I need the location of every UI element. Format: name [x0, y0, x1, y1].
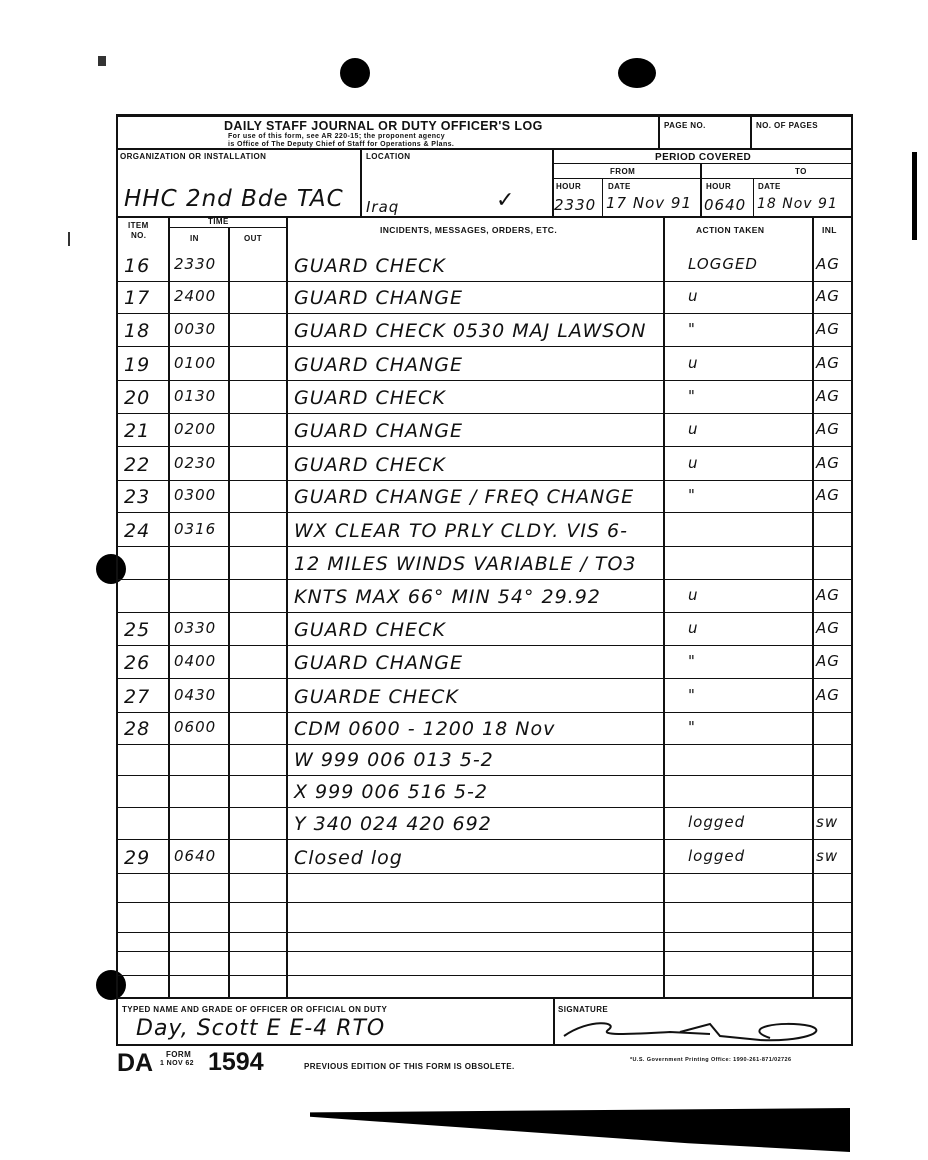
initials-cell: AG — [816, 686, 840, 704]
scan-mark-top-left — [98, 56, 106, 66]
table-row — [118, 713, 851, 745]
time-in-cell: 0430 — [174, 686, 217, 704]
action-taken-cell: " — [688, 320, 696, 338]
incident-text-cell: GUARD CHANGE — [294, 354, 463, 376]
from-hour-label: HOUR — [556, 182, 582, 191]
table-row — [118, 874, 851, 903]
header-rule-1 — [116, 148, 853, 150]
divider-page-no — [658, 116, 660, 150]
item-no-cell: 20 — [124, 387, 151, 409]
org-label: ORGANIZATION OR INSTALLATION — [120, 152, 267, 161]
table-row — [118, 414, 851, 447]
initials-cell: AG — [816, 255, 840, 273]
time-in-cell: 0316 — [174, 520, 217, 538]
scan-mark-right-edge — [912, 152, 917, 240]
footer-rule — [116, 997, 853, 999]
punch-hole-top-right — [618, 58, 656, 88]
action-taken-cell: LOGGED — [688, 255, 758, 273]
initials-cell: AG — [816, 387, 840, 405]
table-row — [118, 248, 851, 282]
initials-cell: AG — [816, 619, 840, 637]
organization-value: HHC 2nd Bde TAC — [124, 186, 344, 212]
form-border-right — [851, 114, 853, 1046]
form-subtitle-line2: is Office of The Deputy Chief of Staff for Operations & Plans. — [228, 141, 455, 148]
action-taken-cell: " — [688, 686, 696, 704]
incident-text-cell: GUARD CHANGE — [294, 420, 463, 442]
incident-text-cell: W 999 006 013 5-2 — [294, 749, 494, 771]
item-no-cell: 23 — [124, 486, 151, 508]
table-row — [118, 808, 851, 840]
table-row — [118, 447, 851, 481]
punch-hole-top-left — [340, 58, 370, 88]
item-no-cell: 28 — [124, 718, 151, 740]
initials-cell: sw — [816, 847, 839, 865]
action-taken-cell: " — [688, 652, 696, 670]
incident-text-cell: GUARD CHECK 0530 MAJ LAWSON — [294, 320, 647, 342]
incidents-label: INCIDENTS, MESSAGES, ORDERS, ETC. — [380, 225, 558, 235]
period-covered-label: PERIOD COVERED — [655, 152, 752, 163]
incident-text-cell: KNTS MAX 66° MIN 54° 29.92 — [294, 586, 601, 608]
item-no-cell: 19 — [124, 354, 151, 376]
from-hour-value: 2330 — [554, 196, 597, 214]
typed-name-label: TYPED NAME AND GRADE OF OFFICER OR OFFICIAL ON DUTY — [122, 1005, 388, 1014]
form-title: DAILY STAFF JOURNAL OR DUTY OFFICER'S LOG — [224, 119, 543, 133]
incident-text-cell: GUARD CHECK — [294, 387, 446, 409]
initials-cell: sw — [816, 813, 839, 831]
incident-text-cell: Closed log — [294, 847, 403, 869]
location-label: LOCATION — [366, 152, 411, 161]
time-in-cell: 0300 — [174, 486, 217, 504]
table-row — [118, 840, 851, 874]
table-row — [118, 381, 851, 414]
initials-cell: AG — [816, 354, 840, 372]
action-taken-cell: " — [688, 718, 696, 736]
action-taken-cell: " — [688, 387, 696, 405]
time-in-cell: 2330 — [174, 255, 217, 273]
item-no-cell: 16 — [124, 255, 151, 277]
incident-text-cell: 12 MILES WINDS VARIABLE / TO3 — [294, 553, 637, 575]
table-row — [118, 952, 851, 976]
gpo-note: *U.S. Government Printing Office: 1990-261-871/02726 — [630, 1057, 792, 1063]
table-row — [118, 547, 851, 580]
table-row — [118, 314, 851, 347]
table-row — [118, 613, 851, 646]
item-no-cell: 24 — [124, 520, 151, 542]
scan-bar-bottom — [310, 1108, 850, 1152]
to-label: TO — [795, 167, 807, 176]
to-hour-label: HOUR — [706, 182, 732, 191]
initials-cell: AG — [816, 586, 840, 604]
scan-mark-left-edge — [68, 232, 70, 246]
table-row — [118, 580, 851, 613]
table-row — [118, 933, 851, 952]
time-in-label: IN — [190, 234, 199, 243]
incident-text-cell: Y 340 024 420 692 — [294, 813, 492, 835]
action-taken-label: ACTION TAKEN — [696, 225, 765, 235]
incident-text-cell: WX CLEAR TO PRLY CLDY. VIS 6- — [294, 520, 628, 542]
table-row — [118, 481, 851, 513]
to-date-value: 18 Nov 91 — [757, 196, 838, 212]
table-row — [118, 776, 851, 808]
action-taken-cell: u — [688, 586, 699, 604]
item-no-cell: 29 — [124, 847, 151, 869]
form-border-top — [116, 114, 853, 117]
item-no-cell: 18 — [124, 320, 151, 342]
form-subtitle-line1: For use of this form, see AR 220-15; the proponent agency — [228, 133, 446, 140]
form-da-label: DA — [117, 1049, 154, 1077]
no-of-pages-label: NO. OF PAGES — [756, 121, 818, 130]
time-label: TIME — [208, 217, 229, 226]
divider-from-hour — [602, 178, 603, 218]
officer-name-grade: Day, Scott E E-4 RTO — [136, 1016, 386, 1041]
incident-text-cell: GUARD CHECK — [294, 454, 446, 476]
item-label-2: NO. — [131, 231, 147, 240]
table-row — [118, 679, 851, 713]
item-no-cell: 25 — [124, 619, 151, 641]
item-no-cell: 26 — [124, 652, 151, 674]
divider-location — [360, 148, 362, 218]
incident-text-cell: GUARD CHANGE — [294, 652, 463, 674]
inl-label: INL — [822, 225, 837, 235]
divider-to-hour — [753, 178, 754, 218]
item-no-cell: 22 — [124, 454, 151, 476]
action-taken-cell: u — [688, 454, 699, 472]
initials-cell: AG — [816, 454, 840, 472]
action-taken-cell: u — [688, 354, 699, 372]
to-date-label: DATE — [758, 182, 781, 191]
incident-text-cell: GUARDE CHECK — [294, 686, 459, 708]
from-date-label: DATE — [608, 182, 631, 191]
time-in-cell: 0130 — [174, 387, 217, 405]
time-in-cell: 0640 — [174, 847, 217, 865]
incident-text-cell: GUARD CHECK — [294, 619, 446, 641]
item-label-1: ITEM — [128, 221, 149, 230]
time-in-cell: 0030 — [174, 320, 217, 338]
incident-text-cell: X 999 006 516 5-2 — [294, 781, 489, 803]
divider-from-to — [700, 163, 702, 218]
signature-label: SIGNATURE — [558, 1005, 609, 1014]
location-checkmark: ✓ — [496, 188, 516, 213]
previous-edition-note: PREVIOUS EDITION OF THIS FORM IS OBSOLETE. — [304, 1062, 515, 1071]
form-date-label: 1 NOV 62 — [160, 1060, 194, 1067]
divider-no-pages — [750, 116, 752, 150]
incident-text-cell: GUARD CHANGE — [294, 287, 463, 309]
action-taken-cell: " — [688, 486, 696, 504]
table-row — [118, 976, 851, 998]
location-value: Iraq — [366, 198, 400, 216]
action-taken-cell: u — [688, 619, 699, 637]
table-row — [118, 903, 851, 933]
initials-cell: AG — [816, 486, 840, 504]
action-taken-cell: u — [688, 420, 699, 438]
incident-text-cell: GUARD CHECK — [294, 255, 446, 277]
action-taken-cell: logged — [688, 847, 746, 865]
initials-cell: AG — [816, 652, 840, 670]
initials-cell: AG — [816, 420, 840, 438]
table-row — [118, 646, 851, 679]
divider-signature — [553, 998, 555, 1045]
action-taken-cell: logged — [688, 813, 746, 831]
initials-cell: AG — [816, 320, 840, 338]
table-row — [118, 513, 851, 547]
table-row — [118, 347, 851, 381]
officer-signature — [560, 1012, 840, 1046]
time-in-cell: 0600 — [174, 718, 217, 736]
item-no-cell: 17 — [124, 287, 151, 309]
header-rule-period — [552, 163, 853, 164]
time-in-cell: 0100 — [174, 354, 217, 372]
time-in-cell: 0200 — [174, 420, 217, 438]
time-in-cell: 0330 — [174, 619, 217, 637]
form-word-label: FORM — [166, 1050, 192, 1059]
incident-text-cell: CDM 0600 - 1200 18 Nov — [294, 718, 556, 740]
table-row — [118, 745, 851, 776]
initials-cell: AG — [816, 287, 840, 305]
page-no-label: PAGE NO. — [664, 121, 706, 130]
table-row — [118, 282, 851, 314]
time-in-cell: 0230 — [174, 454, 217, 472]
form-number-label: 1594 — [208, 1048, 264, 1076]
time-in-cell: 0400 — [174, 652, 217, 670]
time-out-label: OUT — [244, 234, 263, 243]
header-rule-from-to — [552, 178, 853, 179]
from-label: FROM — [610, 167, 636, 176]
incident-text-cell: GUARD CHANGE / FREQ CHANGE — [294, 486, 635, 508]
time-in-cell: 2400 — [174, 287, 217, 305]
item-no-cell: 27 — [124, 686, 151, 708]
item-no-cell: 21 — [124, 420, 151, 442]
from-date-value: 17 Nov 91 — [606, 194, 692, 212]
to-hour-value: 0640 — [704, 196, 747, 214]
action-taken-cell: u — [688, 287, 699, 305]
